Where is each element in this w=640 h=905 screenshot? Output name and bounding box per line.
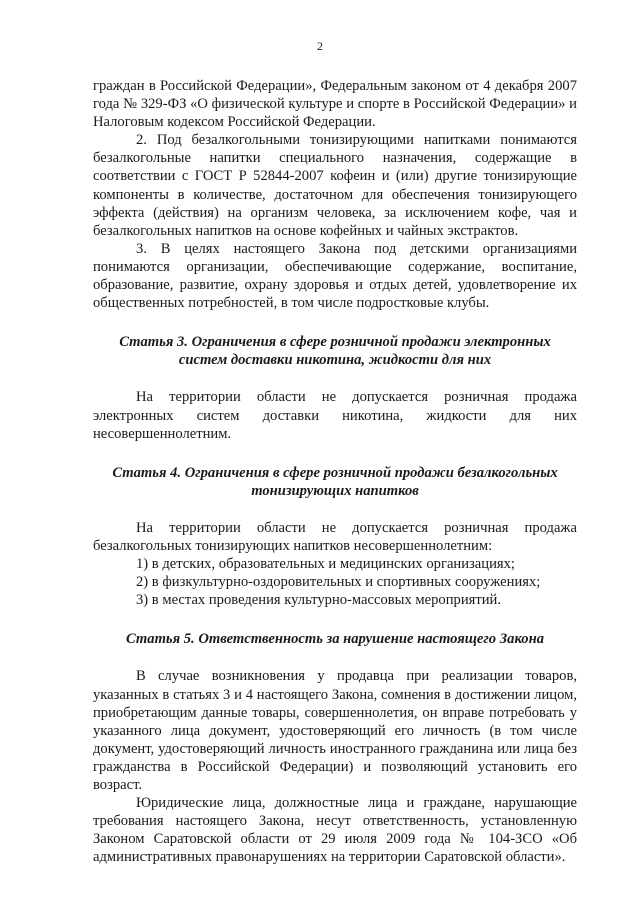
article-5-text-2: Юридические лица, должностные лица и граждане, нарушающие требования настоящего Закона, несут ответственность, установленную Законом Саратовской области от 29 июля 2009 года № 104-ЗСО «Об административных правонарушениях на территории Саратовской области». <box>93 795 577 866</box>
article-4-list-item-3: 3) в местах проведения культурно-массовых мероприятий. <box>136 592 502 609</box>
document-body <box>93 77 577 866</box>
article-5-heading: Статья 5. Ответственность за нарушение настоящего Закона <box>125 631 545 648</box>
article-4-text: На территории области не допускается розничная продажа безалкогольных тонизирующих напитков несовершеннолетним: <box>93 519 577 554</box>
article-3-heading-line-2: систем доставки никотина, жидкости для них <box>178 352 492 369</box>
article-4-heading-line-1: Статья 4. Ограничения в сфере розничной продажи безалкогольных <box>112 464 558 481</box>
paragraph-clause-3: 3. В целях настоящего Закона под детскими организациями понимаются организации, обеспечивающие содержание, воспитание, образование, развитие, охрану здоровья и отдых детей, удовлетворение их общественных потребностей, в том числе подростковые клубы. <box>93 240 577 312</box>
article-4-heading <box>93 464 577 500</box>
article-3-text: На территории области не допускается розничная продажа электронных систем доставки никотина, жидкости для них несовершеннолетним. <box>93 389 577 442</box>
article-4-list-item-2: 2) в физкультурно-оздоровительных и спортивных сооружениях; <box>136 574 541 591</box>
article-5-text-1: В случае возникновения у продавца при реализации товаров, указанных в статьях 3 и 4 настоящего Закона, сомнения в достижении лицом, приобретающим данные товары, совершеннолетия, он вправе потребовать у указанного лица документ, удостоверяющий его личность (в том числе документ, удостоверяющий личность иностранного гражданина или лица без гражданства в Российской Федерации) и позволяющий установить его возраст. <box>93 668 577 793</box>
paragraph-continuation: граждан в Российской Федерации», Федеральным законом от 4 декабря 2007 года № 329-ФЗ «О физической культуре и спорте в Российской Федерации» и Налоговым кодексом Российской Федерации. <box>93 78 577 131</box>
article-4-list-item-1: 1) в детских, образовательных и медицинских организациях; <box>136 556 515 573</box>
paragraph-clause-2: 2. Под безалкогольными тонизирующими напитками понимаются безалкогольные напитки специального назначения, содержащие в соответствии с ГОСТ Р 52844-2007 кофеин и (или) другие тонизирующие компоненты в количестве, достаточном для обеспечения тонизирующего эффекта (действия) на организм человека, за исключением кофе, чая и безалкогольных напитков на основе кофейных и чайных экстрактов. <box>93 132 577 239</box>
page-number: 2 <box>317 39 323 53</box>
article-3-heading-line-1: Статья 3. Ограничения в сфере розничной продажи электронных <box>119 334 551 351</box>
article-3-heading <box>93 333 577 369</box>
article-4-heading-line-2: тонизирующих напитков <box>251 482 419 499</box>
